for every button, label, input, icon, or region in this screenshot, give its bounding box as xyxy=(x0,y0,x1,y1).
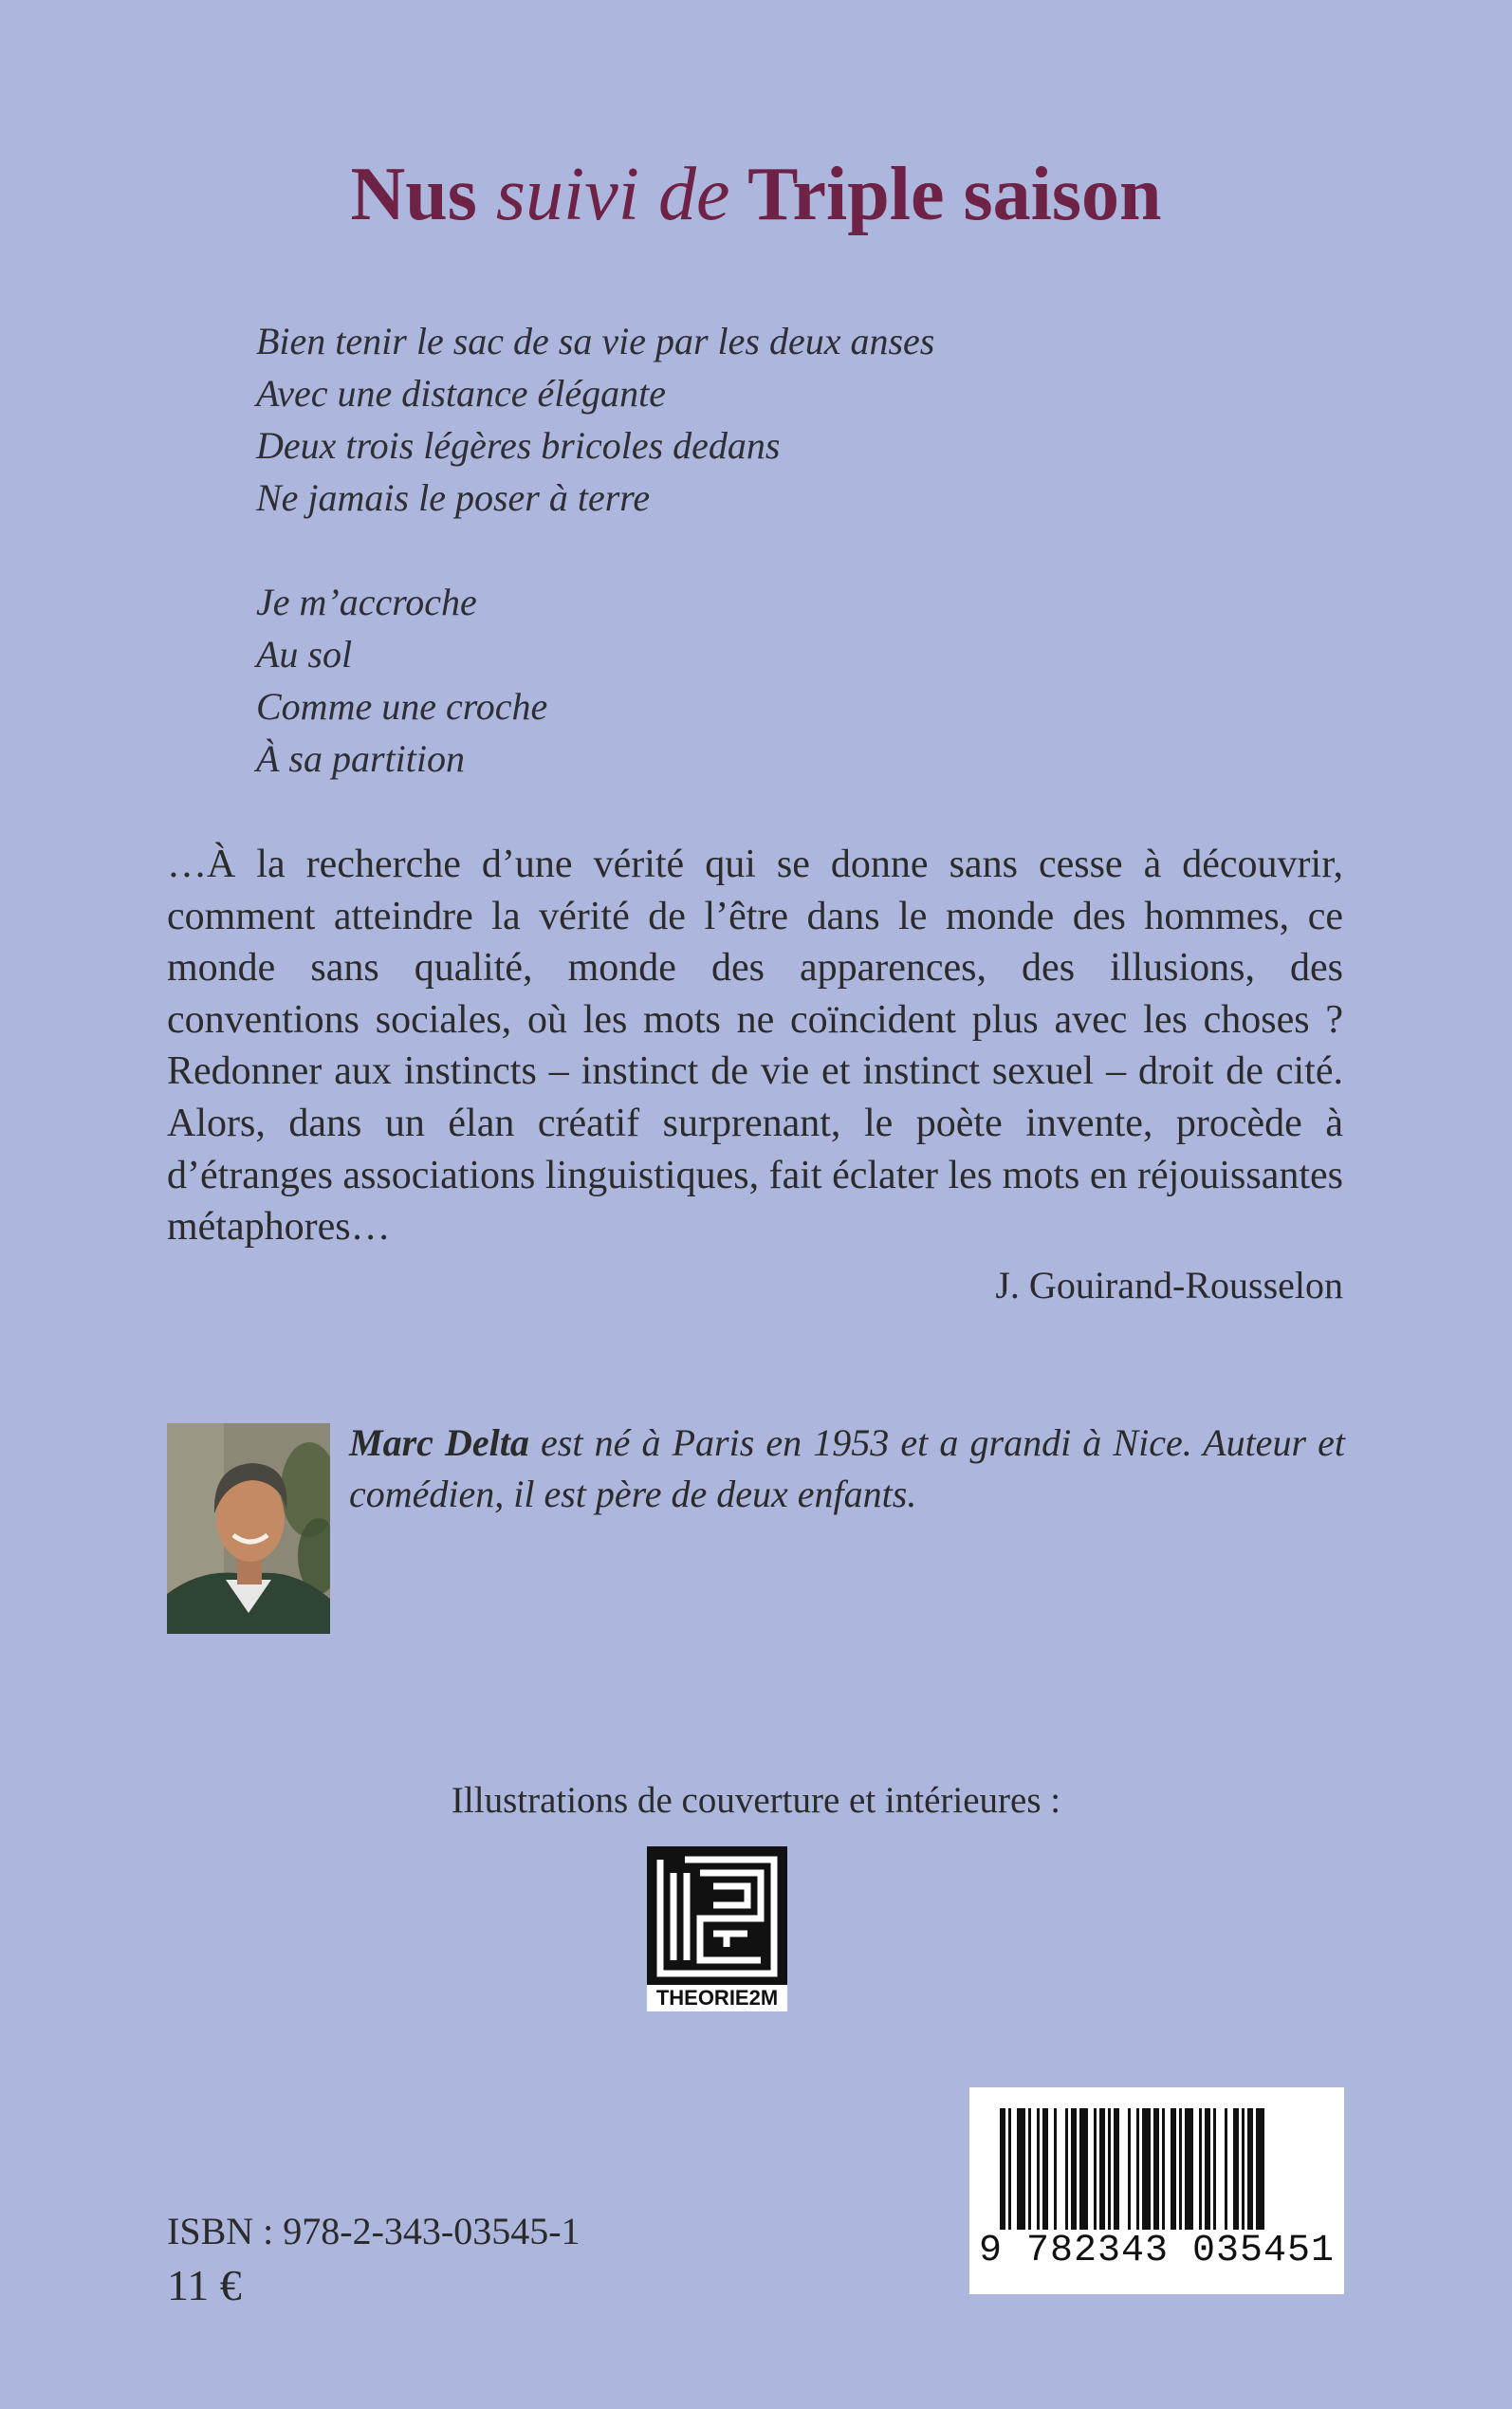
barcode-bar xyxy=(1205,2108,1210,2230)
barcode-bar xyxy=(1179,2108,1182,2230)
isbn: ISBN : 978-2-343-03545-1 xyxy=(167,2210,581,2252)
poem-line: Avec une distance élégante xyxy=(256,372,667,415)
barcode-bar xyxy=(1225,2108,1227,2230)
blurb-author: J. Gouirand-Rousselon xyxy=(995,1264,1343,1306)
barcode-bar xyxy=(1108,2108,1111,2230)
book-title xyxy=(0,152,1512,237)
barcode-bar xyxy=(1136,2108,1139,2230)
barcode-bar xyxy=(1185,2108,1193,2230)
title-connector: suivi de xyxy=(495,153,730,236)
barcode-bar xyxy=(1199,2108,1202,2230)
poem-stanza-2 xyxy=(256,576,934,785)
barcode-bar xyxy=(1142,2108,1151,2230)
author-name: Marc Delta xyxy=(349,1421,529,1464)
barcode-bar xyxy=(1233,2108,1239,2230)
barcode xyxy=(969,2087,1344,2294)
barcode-bar xyxy=(1256,2108,1264,2230)
poem-line: Je m’accroche xyxy=(256,581,477,623)
poem-line: À sa partition xyxy=(256,737,466,780)
title-main: Nus xyxy=(350,153,477,236)
barcode-bar xyxy=(1065,2108,1068,2230)
barcode-bar xyxy=(1247,2108,1253,2230)
poem-excerpt xyxy=(256,315,934,837)
poem-line: Comme une croche xyxy=(256,685,548,728)
author-bio xyxy=(349,1418,1345,1520)
barcode-bar xyxy=(1162,2108,1165,2230)
barcode-bar xyxy=(1079,2108,1088,2230)
barcode-bar xyxy=(1028,2108,1031,2230)
barcode-bar xyxy=(1008,2108,1011,2230)
barcode-bar xyxy=(1128,2108,1131,2230)
barcode-bar xyxy=(1242,2108,1245,2230)
barcode-bars xyxy=(969,2087,1344,2230)
illustrations-credit: Illustrations de couverture et intérieures : xyxy=(451,1780,1061,1821)
poem-line: Au sol xyxy=(256,633,353,676)
barcode-bar xyxy=(1099,2108,1105,2230)
barcode-bar xyxy=(1171,2108,1176,2230)
barcode-bar xyxy=(1054,2108,1057,2230)
author-bio-text: est né à Paris en 1953 et a grandi à Nice. Auteur et comédien, il est père de deux enfants. xyxy=(349,1421,1345,1515)
barcode-number: 9 782343 035451 xyxy=(978,2230,1336,2272)
barcode-bar xyxy=(1071,2108,1077,2230)
barcode-bar xyxy=(1037,2108,1040,2230)
barcode-bar xyxy=(1017,2108,1025,2230)
author-photo xyxy=(167,1423,330,1634)
poem-line: Bien tenir le sac de sa vie par les deux anses xyxy=(256,320,935,362)
logo-label: THEORIE2M xyxy=(647,1985,787,2011)
author-portrait-image xyxy=(167,1423,330,1634)
barcode-bar xyxy=(1114,2108,1119,2230)
title-second: Triple saison xyxy=(747,153,1162,236)
poem-stanza-1 xyxy=(256,315,934,524)
barcode-bar xyxy=(1094,2108,1097,2230)
poem-line: Ne jamais le poser à terre xyxy=(256,476,651,519)
barcode-bar xyxy=(1042,2108,1048,2230)
price: 11 € xyxy=(167,2261,242,2309)
poem-line: Deux trois légères bricoles dedans xyxy=(256,424,781,467)
barcode-bar xyxy=(1000,2108,1005,2230)
back-cover-blurb: …À la recherche d’une vérité qui se donne sans cesse à découvrir, comment atteindre la vérité de l’être dans le monde des hommes, ce monde sans qualité, monde des apparences, des illusions, des conventions sociales, où les mots ne coïncident plus avec les choses ? Redonner aux instincts – instinct de vie et instinct sexuel – droit de cité. Alors, dans un élan créatif surprenant, le poète invente, procède à d’étranges associations linguistiques, fait éclater les mots en réjouissantes métaphores… xyxy=(167,843,1343,1250)
barcode-bar xyxy=(1153,2108,1159,2230)
barcode-bar xyxy=(1213,2108,1216,2230)
